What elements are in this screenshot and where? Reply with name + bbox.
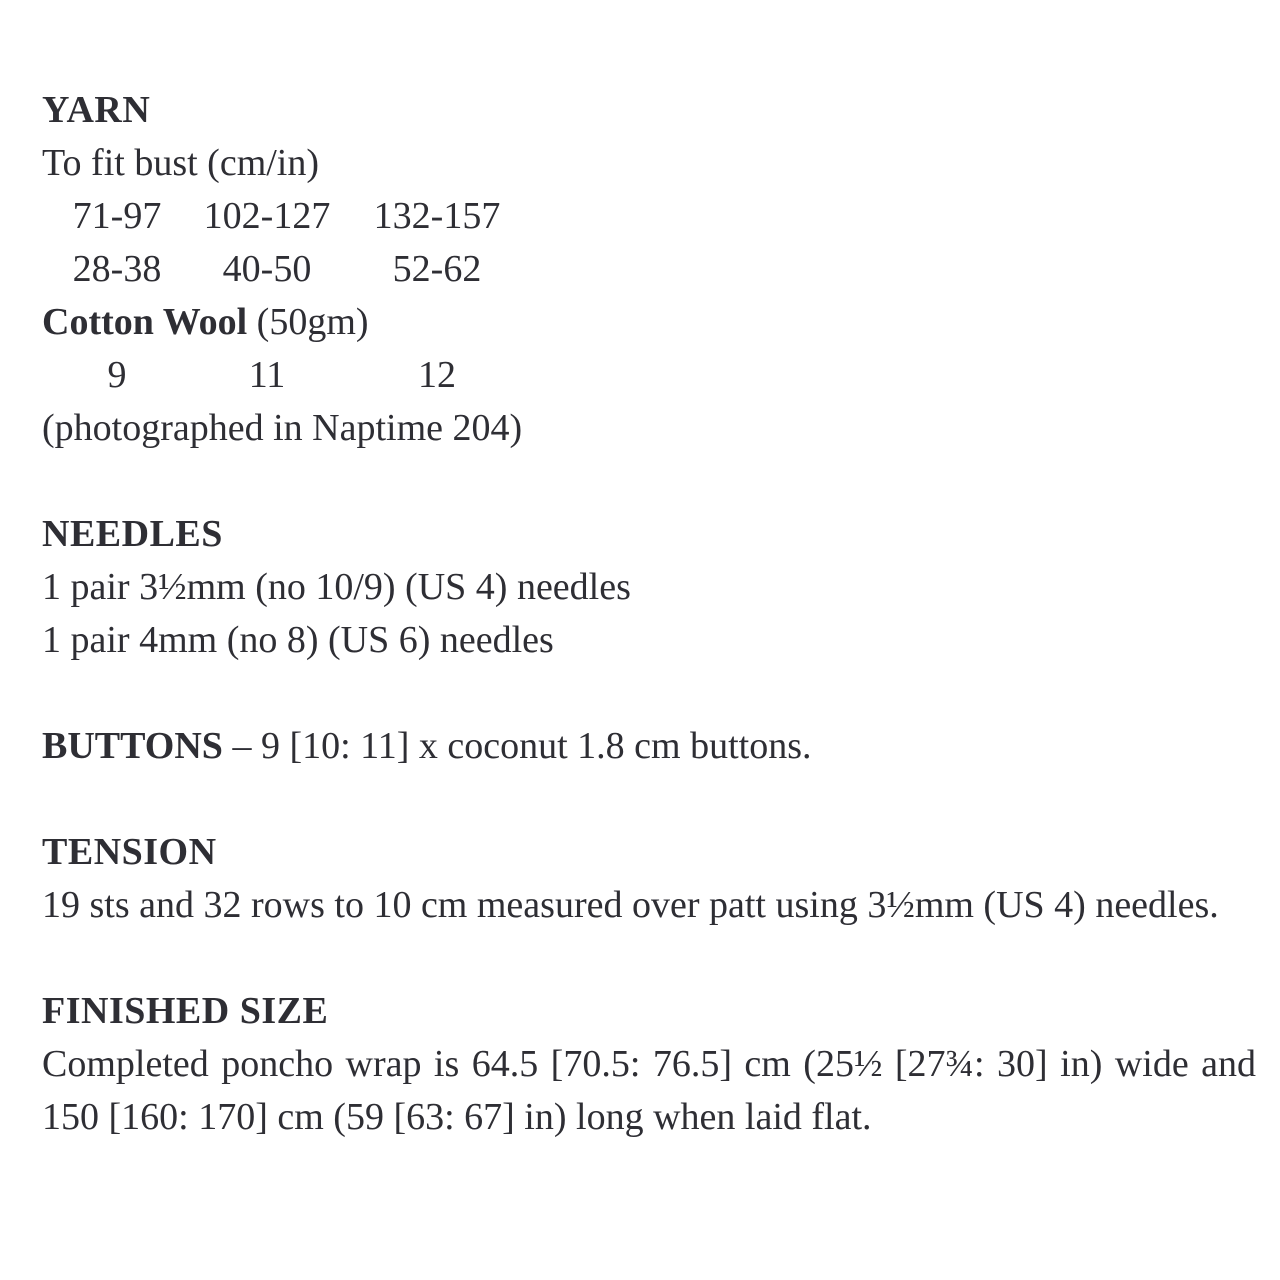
spacer — [42, 932, 1256, 985]
size-cm-2: 102-127 — [203, 195, 331, 237]
finished-size-text: Completed poncho wrap is 64.5 [70.5: 76.5] cm (25½ [27¾: 30] in) wide and 150 [160: 170] cm (59 [63: 67] in) long when laid flat. — [42, 1043, 1256, 1138]
tension-section — [42, 826, 1256, 932]
needles-line-1: 1 pair 3½mm (no 10/9) (US 4) needles — [42, 566, 631, 608]
buttons-section — [42, 720, 1256, 773]
yarn-section — [42, 84, 1256, 455]
sizes-cm-row — [42, 190, 1256, 243]
sizes-in-row — [42, 243, 1256, 296]
needles-section — [42, 508, 1256, 667]
yarn-weight: (50gm) — [256, 301, 369, 343]
tension-text: 19 sts and 32 rows to 10 cm measured over patt using 3½mm (US 4) needles. — [42, 884, 1219, 926]
size-cm-1: 71-97 — [72, 195, 162, 237]
photographed-note: (photographed in Naptime 204) — [42, 407, 523, 449]
size-in-3: 52-62 — [392, 248, 482, 290]
tension-heading: TENSION — [42, 831, 217, 873]
quantities-row — [42, 349, 1256, 402]
needles-heading: NEEDLES — [42, 513, 223, 555]
buttons-heading: BUTTONS — [42, 725, 223, 767]
buttons-text: – 9 [10: 11] x coconut 1.8 cm buttons. — [232, 725, 812, 767]
size-in-1: 28-38 — [72, 248, 162, 290]
quantity-2: 11 — [248, 354, 286, 396]
finished-size-section — [42, 985, 1256, 1144]
quantity-3: 12 — [418, 354, 456, 396]
buttons-line — [42, 720, 1256, 773]
spacer — [42, 455, 1256, 508]
yarn-name-line — [42, 296, 1256, 349]
quantity-1: 9 — [107, 354, 127, 396]
needles-line-2: 1 pair 4mm (no 8) (US 6) needles — [42, 619, 554, 661]
finished-size-heading: FINISHED SIZE — [42, 990, 329, 1032]
yarn-heading: YARN — [42, 89, 151, 131]
pattern-specs — [42, 84, 1256, 1144]
yarn-name: Cotton Wool — [42, 301, 248, 343]
size-in-2: 40-50 — [222, 248, 312, 290]
fit-bust-label: To fit bust (cm/in) — [42, 142, 320, 184]
size-cm-3: 132-157 — [373, 195, 501, 237]
spacer — [42, 773, 1256, 826]
spacer — [42, 667, 1256, 720]
